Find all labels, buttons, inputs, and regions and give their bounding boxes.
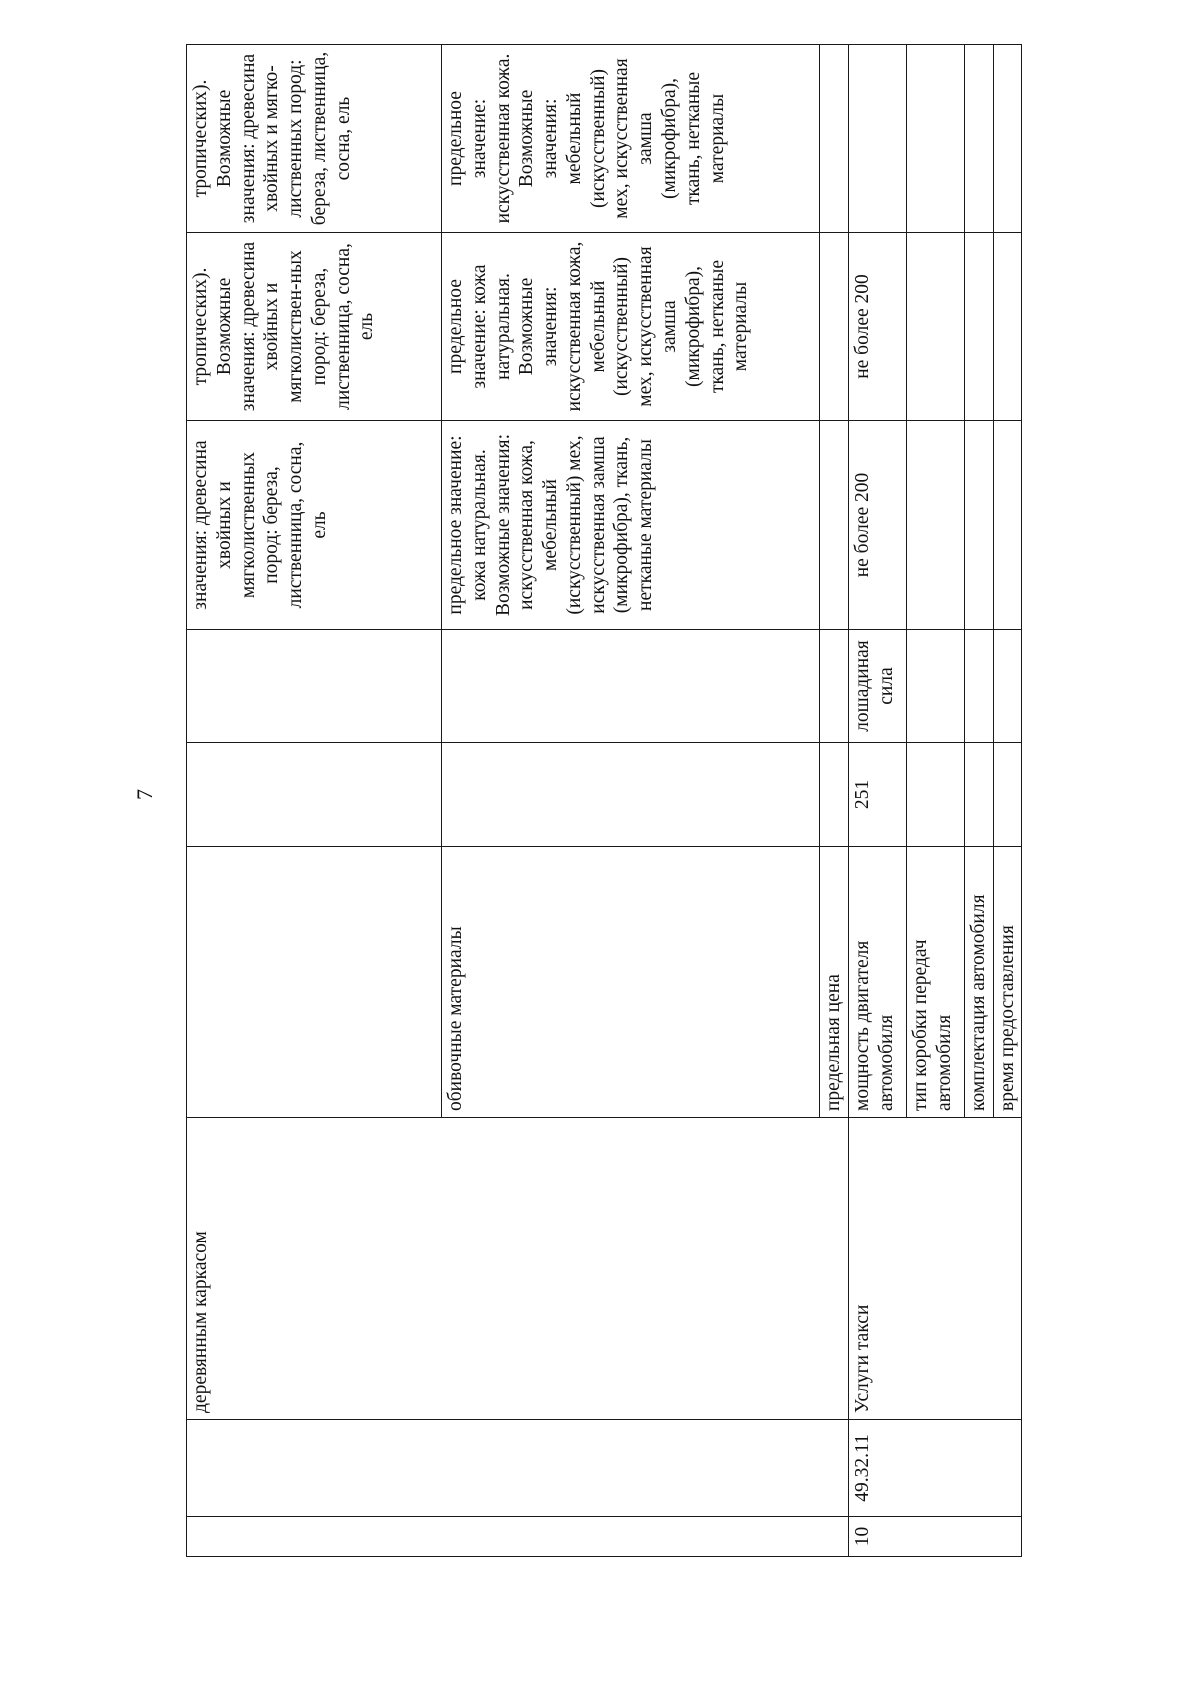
cell-value-3 xyxy=(906,45,964,233)
cell-characteristic xyxy=(187,847,442,1118)
cell-code: 49.32.11 xyxy=(848,1420,1022,1517)
cell-unit xyxy=(820,630,849,743)
cell-value-2: не более 200 xyxy=(848,233,906,421)
cell-okei xyxy=(993,743,1022,847)
cell-value-1 xyxy=(964,421,993,630)
cell-value-3: предельное значение: искусственная кожа. Возможные значения: мебельный (искусственный) мех, искусственная замша (микрофибра), ткань, нетканые материалы xyxy=(442,45,820,233)
cell-value-2 xyxy=(820,233,849,421)
cell-code xyxy=(187,1420,849,1517)
cell-unit xyxy=(187,630,442,743)
cell-value-3 xyxy=(820,45,849,233)
cell-num xyxy=(187,1517,849,1557)
cell-unit xyxy=(993,630,1022,743)
cell-value-1 xyxy=(820,421,849,630)
cell-characteristic: время предоставления xyxy=(993,847,1022,1118)
cell-value-3 xyxy=(993,45,1022,233)
cell-okei xyxy=(442,743,820,847)
cell-value-3 xyxy=(964,45,993,233)
requirements-table xyxy=(186,44,1022,1557)
cell-unit: лошадиная сила xyxy=(848,630,906,743)
table-row xyxy=(848,45,906,1557)
cell-okei xyxy=(820,743,849,847)
cell-characteristic: тип коробки передач автомобиля xyxy=(906,847,964,1118)
table-row xyxy=(187,45,442,1557)
cell-name: деревянным каркасом xyxy=(187,1118,849,1420)
cell-value-2 xyxy=(964,233,993,421)
cell-okei: 251 xyxy=(848,743,906,847)
cell-value-2 xyxy=(906,233,964,421)
cell-num: 10 xyxy=(848,1517,1022,1557)
cell-value-2: тропических). Возможные значения: древесина хвойных и мягколиствен-ных пород: береза, лиственница, сосна, ель xyxy=(187,233,442,421)
cell-okei xyxy=(906,743,964,847)
cell-characteristic: обивочные материалы xyxy=(442,847,820,1118)
cell-value-1: не более 200 xyxy=(848,421,906,630)
cell-value-2 xyxy=(993,233,1022,421)
cell-okei xyxy=(187,743,442,847)
cell-characteristic: предельная цена xyxy=(820,847,849,1118)
cell-value-3 xyxy=(848,45,906,233)
cell-unit xyxy=(442,630,820,743)
rotated-table-sheet xyxy=(186,45,1091,1557)
cell-name: Услуги такси xyxy=(848,1118,1022,1420)
cell-value-1 xyxy=(993,421,1022,630)
cell-characteristic: комплектация автомобиля xyxy=(964,847,993,1118)
cell-unit xyxy=(906,630,964,743)
cell-characteristic: мощность двигателя автомобиля xyxy=(848,847,906,1118)
cell-value-1: значения: древесина хвойных и мягколиственных пород: береза, лиственница, сосна, ель xyxy=(187,421,442,630)
cell-okei xyxy=(964,743,993,847)
cell-value-3: тропических). Возможные значения: древесина хвойных и мягко-лиственных пород: береза, лиственница, сосна, ель xyxy=(187,45,442,233)
cell-value-2: предельное значение: кожа натуральная. Возможные значения: искусственная кожа, мебельный (искусственный) мех, искусственная замша (микрофибра), ткань, нетканые материалы xyxy=(442,233,820,421)
cell-value-1 xyxy=(906,421,964,630)
cell-unit xyxy=(964,630,993,743)
cell-value-1: предельное значение: кожа натуральная. Возможные значения: искусственная кожа, мебельный (искусственный) мех, искусственная замша (микрофибра), ткань, нетканые материалы xyxy=(442,421,820,630)
page-number: 7 xyxy=(132,789,157,800)
